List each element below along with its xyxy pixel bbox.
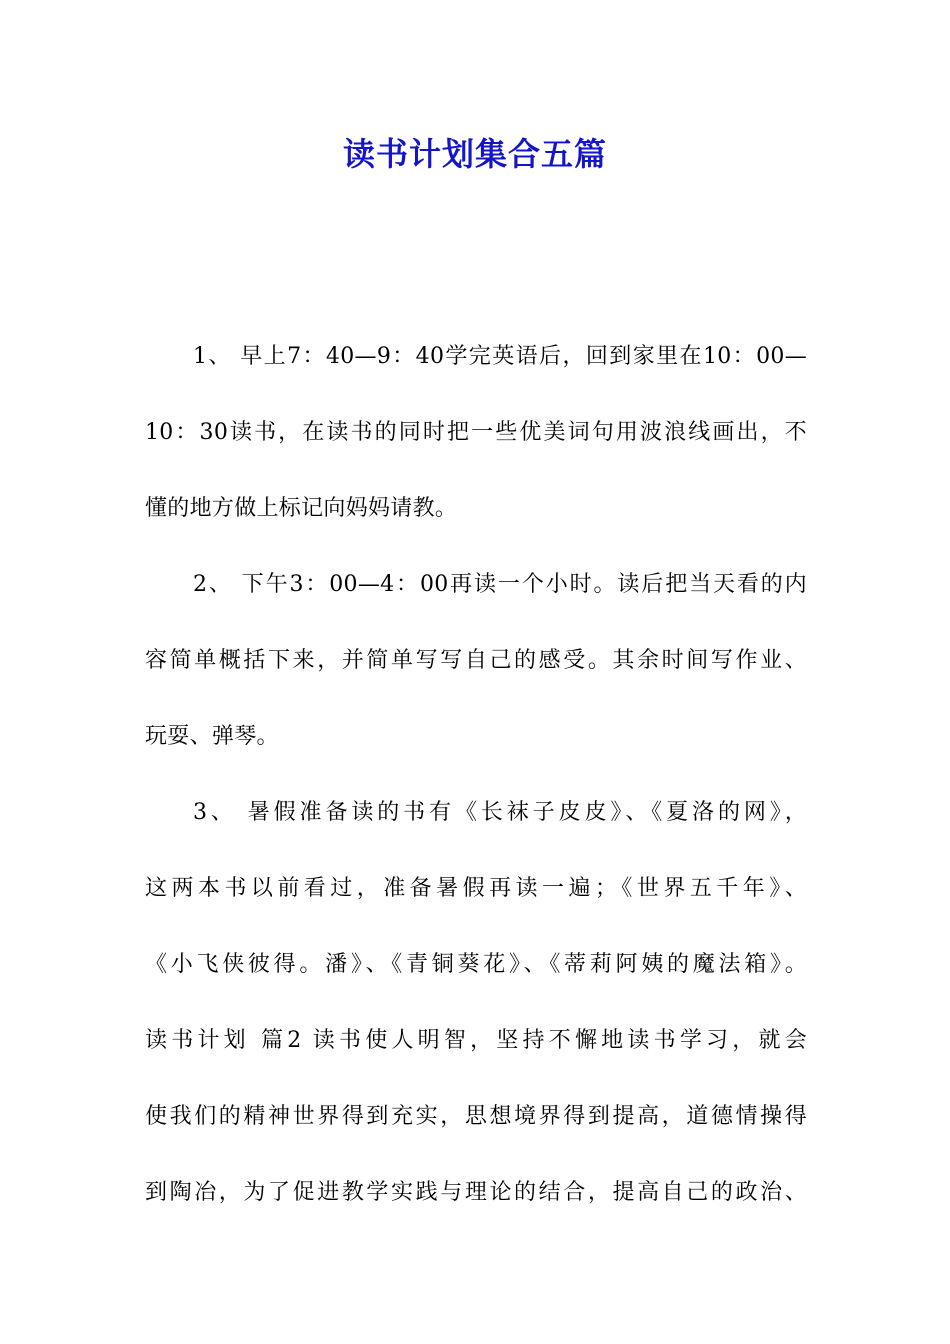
paragraph-3-line-1: 3、 暑假准备读的书有《长袜子皮皮》、《夏洛的网》， (193, 800, 807, 825)
section-2-line-1: 读书计划 篇2 读书使人明智，坚持不懈地读书学习，就会 (145, 1028, 807, 1053)
paragraph-3-line-2: 这两本书以前看过，准备暑假再读一遍；《世界五千年》、 (145, 876, 807, 901)
paragraph-1-line-1: 1、 早上7：40—9：40学完英语后，回到家里在10：00— (193, 344, 807, 369)
section-2-line-3: 到陶冶，为了促进教学实践与理论的结合，提高自己的政治、 (145, 1180, 807, 1205)
paragraph-3-line-3: 《小飞侠彼得。潘》、《青铜葵花》、《蒂莉阿姨的魔法箱》。 (145, 952, 807, 977)
paragraph-2-line-3: 玩耍、弹琴。 (145, 724, 279, 749)
section-2-line-2: 使我们的精神世界得到充实，思想境界得到提高，道德情操得 (145, 1104, 807, 1129)
document-body (145, 338, 807, 1211)
paragraph-1-line-2: 10：30读书，在读书的同时把一些优美词句用波浪线画出，不 (145, 420, 807, 445)
paragraph-2-line-1: 2、 下午3：00—4：00再读一个小时。读后把当天看的内 (193, 572, 807, 597)
paragraph-2-line-2: 容简单概括下来，并简单写写自己的感受。其余时间写作业、 (145, 648, 807, 673)
paragraph-1-line-3: 懂的地方做上标记向妈妈请教。 (145, 496, 458, 521)
document-title: 读书计划集合五篇 (342, 135, 607, 173)
